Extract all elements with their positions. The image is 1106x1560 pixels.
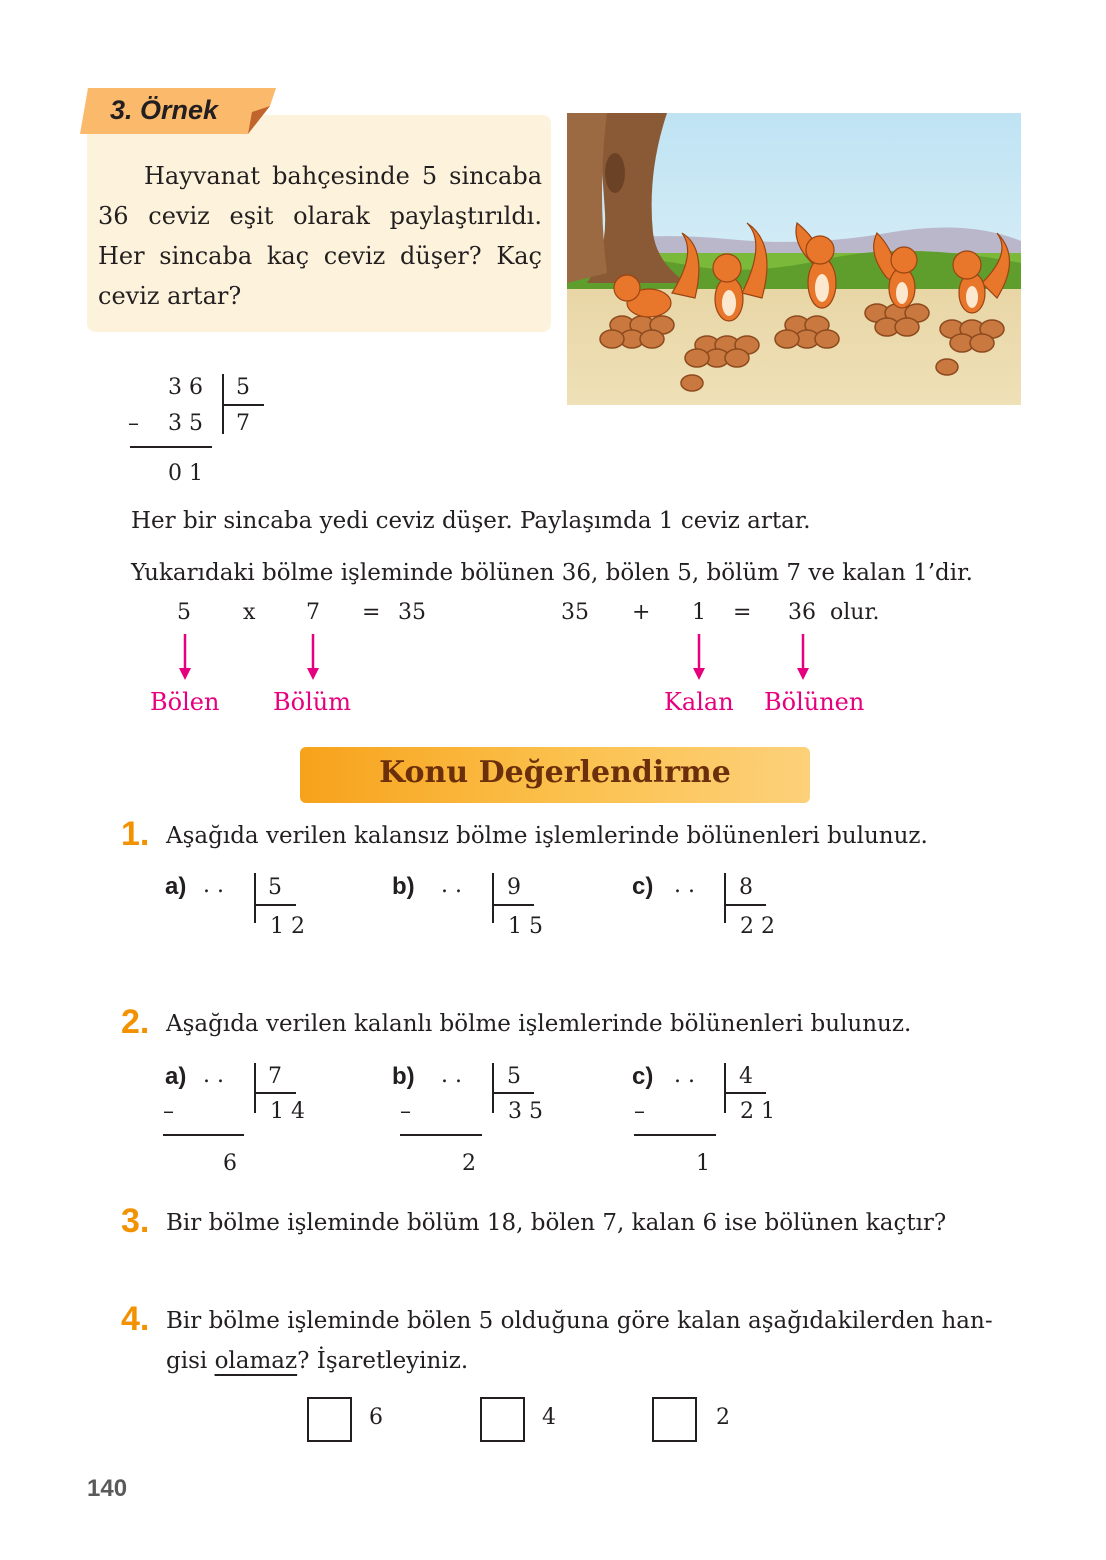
example-problem-text: Hayvanat bahçesinde 5 sincaba 36 ceviz eşit olarak paylaştırıldı. Her sincaba kaç ceviz düşer? Kaç ceviz artar?	[98, 162, 542, 310]
quotient: 1 4	[270, 1099, 305, 1124]
section-title: Konu Değerlendirme	[379, 755, 731, 790]
pink-arrows	[0, 630, 1106, 690]
question-4-text-line-1: Bir bölme işleminde bölen 5 olduğuna göre kalan aşağıdakilerden han-	[166, 1308, 993, 1334]
arrow-down-icon	[179, 668, 191, 680]
label-kalan: Kalan	[664, 688, 734, 716]
option-label-6: 6	[369, 1405, 383, 1430]
quotient: 2 2	[740, 914, 775, 939]
label-bolum: Bölüm	[273, 688, 351, 716]
remainder: 2	[462, 1151, 476, 1176]
example-tab-label: 3. Örnek	[110, 95, 219, 125]
eq1-quotient: 7	[306, 600, 320, 625]
question-3-text: Bir bölme işleminde bölüm 18, bölen 7, kalan 6 ise bölünen kaçtır?	[166, 1210, 947, 1236]
eq2-plus: +	[632, 600, 651, 625]
dividend-blank[interactable]: . .	[674, 1063, 695, 1088]
division-bar-horizontal	[492, 904, 534, 906]
question-1-text: Aşağıda verilen kalansız bölme işlemlerinde bölünenleri bulunuz.	[166, 823, 928, 849]
eq2-remainder: 1	[692, 600, 706, 625]
dividend-blank[interactable]: . .	[441, 1063, 462, 1088]
item-label: c)	[632, 1063, 654, 1090]
divisor: 9	[507, 875, 521, 900]
example-minus: –	[128, 411, 139, 436]
eq1-times: x	[243, 600, 256, 625]
option-label-4: 4	[542, 1405, 556, 1430]
division-bar-horizontal	[724, 1092, 766, 1094]
division-bar	[254, 1063, 256, 1113]
option-checkbox-6[interactable]	[307, 1397, 352, 1442]
eq1-divisor: 5	[177, 600, 191, 625]
division-bar-horizontal	[222, 404, 264, 406]
subtraction-line[interactable]	[400, 1134, 482, 1136]
dividend-blank[interactable]: . .	[441, 873, 462, 898]
arrow-down-icon	[797, 668, 809, 680]
question-4-number: 4.	[121, 1300, 150, 1338]
arrow-down-icon	[693, 668, 705, 680]
item-label: b)	[392, 873, 415, 900]
example-quotient: 7	[236, 411, 250, 436]
question-2-text: Aşağıda verilen kalanlı bölme işlemlerinde bölünenleri bulunuz.	[166, 1011, 912, 1037]
eq1-result: 35	[398, 600, 426, 625]
eq2-equals: =	[733, 600, 752, 625]
subtraction-line[interactable]	[634, 1134, 716, 1136]
division-bar	[492, 873, 494, 923]
quotient: 1 2	[270, 914, 305, 939]
item-label: c)	[632, 873, 654, 900]
remainder: 1	[696, 1151, 710, 1176]
remainder: 6	[223, 1151, 237, 1176]
minus-sign: –	[400, 1099, 411, 1124]
label-bolunen: Bölünen	[764, 688, 865, 716]
subtraction-line[interactable]	[163, 1134, 244, 1136]
question-4-text-line-2	[166, 1348, 468, 1374]
division-bar	[724, 1063, 726, 1113]
division-bar-horizontal	[254, 904, 296, 906]
subtraction-line	[130, 446, 212, 448]
eq2-product: 35	[561, 600, 589, 625]
label-bolen: Bölen	[150, 688, 220, 716]
divisor: 8	[739, 875, 753, 900]
divisor: 7	[268, 1064, 282, 1089]
option-label-2: 2	[716, 1405, 730, 1430]
division-bar-horizontal	[492, 1092, 534, 1094]
division-bar	[492, 1063, 494, 1113]
question-3-number: 3.	[121, 1202, 150, 1240]
dividend-blank[interactable]: . .	[203, 873, 224, 898]
example-divisor: 5	[236, 375, 250, 400]
arrow-down-icon	[307, 668, 319, 680]
squirrels-illustration	[567, 113, 1021, 405]
example-dividend: 3 6	[168, 375, 203, 400]
division-bar	[724, 873, 726, 923]
q4-text-post: ? İşaretleyiniz.	[297, 1348, 469, 1374]
quotient: 2 1	[740, 1099, 775, 1124]
divisor: 5	[268, 875, 282, 900]
page-number: 140	[87, 1475, 128, 1502]
divisor: 5	[507, 1064, 521, 1089]
quotient: 3 5	[508, 1099, 543, 1124]
minus-sign: –	[634, 1099, 645, 1124]
quotient: 1 5	[508, 914, 543, 939]
example-product: 3 5	[168, 411, 203, 436]
option-checkbox-2[interactable]	[652, 1397, 697, 1442]
item-label: a)	[165, 873, 187, 900]
question-2-number: 2.	[121, 1003, 150, 1041]
explanation-line-2: Yukarıdaki bölme işleminde bölünen 36, bölen 5, bölüm 7 ve kalan 1’dir.	[131, 560, 973, 586]
dividend-blank[interactable]: . .	[203, 1063, 224, 1088]
minus-sign: –	[163, 1099, 174, 1124]
example-text	[98, 156, 542, 316]
dividend-blank[interactable]: . .	[674, 873, 695, 898]
division-bar-horizontal	[724, 904, 766, 906]
item-label: a)	[165, 1063, 187, 1090]
question-1-number: 1.	[121, 815, 150, 853]
division-bar	[254, 873, 256, 923]
q4-text-underlined: olamaz	[214, 1348, 298, 1374]
explanation-line-1: Her bir sincaba yedi ceviz düşer. Paylaşımda 1 ceviz artar.	[131, 508, 811, 534]
example-remainder: 0 1	[168, 461, 203, 486]
eq2-dividend: 36	[788, 600, 816, 625]
q4-text-pre: gisi	[166, 1348, 215, 1374]
division-bar-horizontal	[254, 1092, 296, 1094]
eq1-equals: =	[362, 600, 381, 625]
option-checkbox-4[interactable]	[480, 1397, 525, 1442]
item-label: b)	[392, 1063, 415, 1090]
divisor: 4	[739, 1064, 753, 1089]
eq2-olur: olur.	[830, 600, 880, 625]
